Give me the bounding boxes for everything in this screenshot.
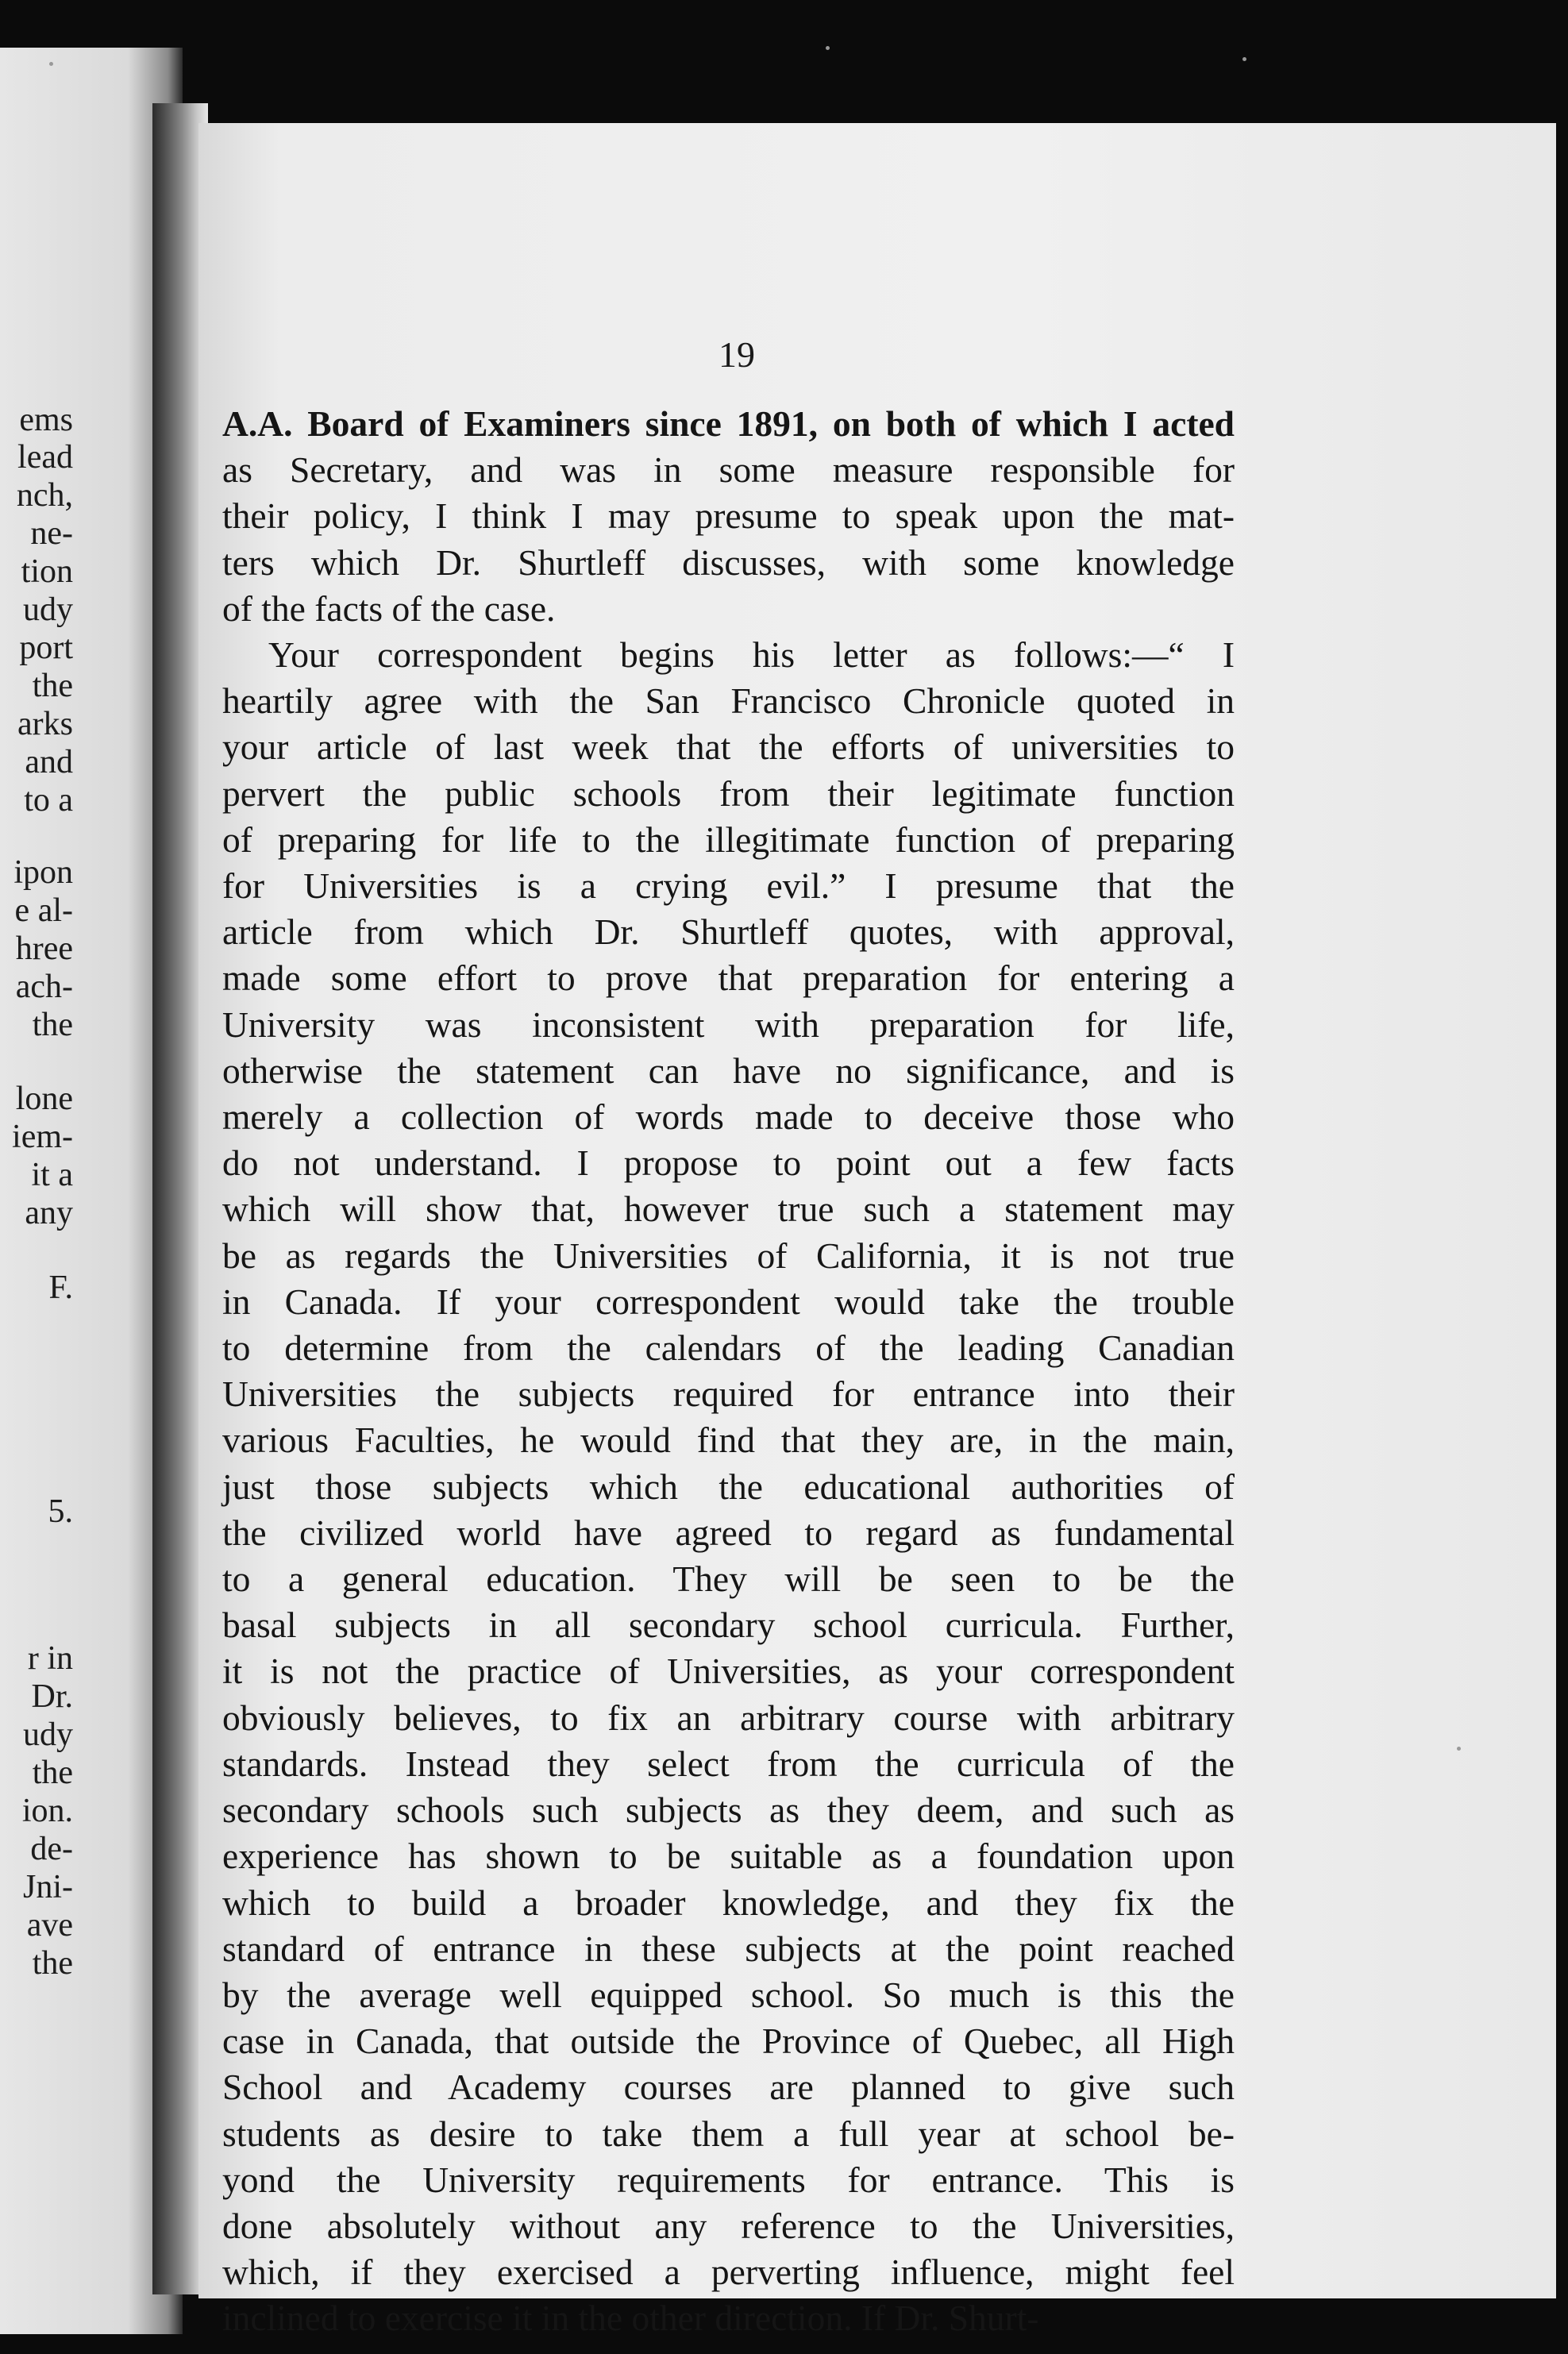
left-page-text-fragment: ave bbox=[26, 1907, 73, 1944]
left-page-text-fragment: udy bbox=[23, 591, 73, 628]
text-line: obviously believes, to fix an arbitrary course with arbitrary bbox=[222, 1697, 1235, 1738]
text-line: the civilized world have agreed to regard as fundamental bbox=[222, 1512, 1235, 1553]
text-line: in Canada. If your correspondent would take the trouble bbox=[222, 1281, 1235, 1322]
left-page-text-fragment: the bbox=[32, 1755, 73, 1791]
text-line: do not understand. I propose to point out a few facts bbox=[222, 1142, 1235, 1184]
text-line: students as desire to take them a full year at school be- bbox=[222, 2113, 1235, 2154]
scan-speck bbox=[49, 62, 53, 66]
text-line: otherwise the statement can have no significance, and is bbox=[222, 1050, 1235, 1091]
left-page-text-fragment: hree bbox=[15, 930, 73, 967]
text-line: be as regards the Universities of California, it is not true bbox=[222, 1235, 1235, 1276]
text-line: which, if they exercised a perverting influence, might feel bbox=[222, 2252, 1235, 2293]
left-page-text-fragment: the bbox=[32, 1007, 73, 1043]
left-page-text-fragment: arks bbox=[17, 706, 73, 742]
page-body-text bbox=[222, 401, 1235, 2342]
text-line: by the average well equipped school. So much is this the bbox=[222, 1974, 1235, 2015]
left-page-text-fragment: it a bbox=[31, 1157, 73, 1193]
left-page-text-fragment: and bbox=[25, 744, 73, 780]
text-line: various Faculties, he would find that they are, in the main, bbox=[222, 1420, 1235, 1461]
scan-speck bbox=[1457, 1747, 1461, 1751]
left-page-text-fragment: ems bbox=[19, 402, 73, 438]
text-line: heartily agree with the San Francisco Chronicle quoted in bbox=[222, 680, 1235, 722]
text-line: your article of last week that the efforts of universities to bbox=[222, 726, 1235, 768]
left-page-text-fragment: r in bbox=[27, 1640, 73, 1677]
left-page-text-fragment: de- bbox=[30, 1831, 73, 1867]
left-page-text-fragment: udy bbox=[23, 1716, 73, 1753]
text-line: standards. Instead they select from the curricula of the bbox=[222, 1743, 1235, 1784]
left-page-text-fragment: port bbox=[19, 630, 73, 666]
text-line: inclined to exercise it in the other direction. If Dr. Shurt- bbox=[222, 2298, 1039, 2339]
text-line: made some effort to prove that preparation for entering a bbox=[222, 957, 1235, 999]
scan-speck bbox=[826, 46, 830, 50]
left-page-text-fragment: tion bbox=[21, 553, 73, 590]
text-line: ters which Dr. Shurtleff discusses, with some knowledge bbox=[222, 541, 1235, 583]
text-line: University was inconsistent with preparation for life, bbox=[222, 1004, 1235, 1045]
left-page-text-fragment: nch, bbox=[16, 477, 73, 514]
left-page-text-fragment: ipon bbox=[13, 854, 73, 891]
left-page-text-fragment: Dr. bbox=[31, 1678, 73, 1715]
text-line: Universities the subjects required for entrance into their bbox=[222, 1373, 1235, 1415]
text-line: case in Canada, that outside the Province of Quebec, all High bbox=[222, 2021, 1235, 2062]
text-line: which will show that, however true such a statement may bbox=[222, 1189, 1235, 1230]
text-line: to determine from the calendars of the leading Canadian bbox=[222, 1327, 1235, 1369]
left-page-text-fragment: Jni- bbox=[23, 1869, 73, 1905]
page-number: 19 bbox=[719, 334, 755, 375]
left-page-text-fragment: iem- bbox=[12, 1119, 73, 1155]
text-line: article from which Dr. Shurtleff quotes, with approval, bbox=[222, 911, 1235, 953]
text-line: experience has shown to be suitable as a foundation upon bbox=[222, 1836, 1235, 1877]
text-line: basal subjects in all secondary school curricula. Further, bbox=[222, 1605, 1235, 1646]
left-page-text-fragment: e al- bbox=[14, 892, 73, 929]
text-line: yond the University requirements for entrance. This is bbox=[222, 2159, 1235, 2200]
text-line: pervert the public schools from their legitimate function bbox=[222, 772, 1235, 814]
text-line: of preparing for life to the illegitimate function of preparing bbox=[222, 819, 1235, 860]
left-page-text-fragment: ach- bbox=[15, 969, 73, 1005]
text-line: as Secretary, and was in some measure responsible for bbox=[222, 449, 1235, 491]
text-line: done absolutely without any reference to the Universities, bbox=[222, 2205, 1235, 2246]
text-line: A.A. Board of Examiners since 1891, on both of which I acted bbox=[222, 403, 1235, 444]
left-page-text-fragment: to a bbox=[24, 782, 73, 819]
text-line: School and Academy courses are planned to give such bbox=[222, 2067, 1235, 2108]
text-line: it is not the practice of Universities, as your correspondent bbox=[222, 1651, 1235, 1692]
left-page-text-fragment: the bbox=[32, 668, 73, 704]
left-page-text-fragment: F. bbox=[48, 1269, 73, 1306]
left-page-text-fragment: ne- bbox=[30, 515, 73, 552]
text-line: just those subjects which the educational authorities of bbox=[222, 1466, 1235, 1507]
text-line: secondary schools such subjects as they deem, and such as bbox=[222, 1790, 1235, 1831]
text-line: to a general education. They will be seen to be the bbox=[222, 1558, 1235, 1600]
text-line: merely a collection of words made to deceive those who bbox=[222, 1096, 1235, 1138]
left-page-text-fragment: lead bbox=[17, 439, 73, 476]
text-line: for Universities is a crying evil.” I presume that the bbox=[222, 865, 1235, 907]
text-line: which to build a broader knowledge, and they fix the bbox=[222, 1882, 1235, 1923]
left-page-text-fragment: the bbox=[32, 1945, 73, 1982]
text-line: of the facts of the case. bbox=[222, 588, 556, 629]
left-page-text-fragment: 5. bbox=[48, 1493, 73, 1530]
text-line: their policy, I think I may presume to speak upon the mat- bbox=[222, 495, 1235, 537]
left-page-text-fragment: ion. bbox=[21, 1793, 73, 1829]
left-page-text-fragment: any bbox=[25, 1195, 73, 1231]
left-page-text-fragment: lone bbox=[15, 1081, 73, 1117]
scan-speck bbox=[1242, 57, 1246, 61]
text-line: standard of entrance in these subjects at the point reached bbox=[222, 1928, 1235, 1969]
text-line: Your correspondent begins his letter as follows:—“ I bbox=[268, 634, 1235, 676]
